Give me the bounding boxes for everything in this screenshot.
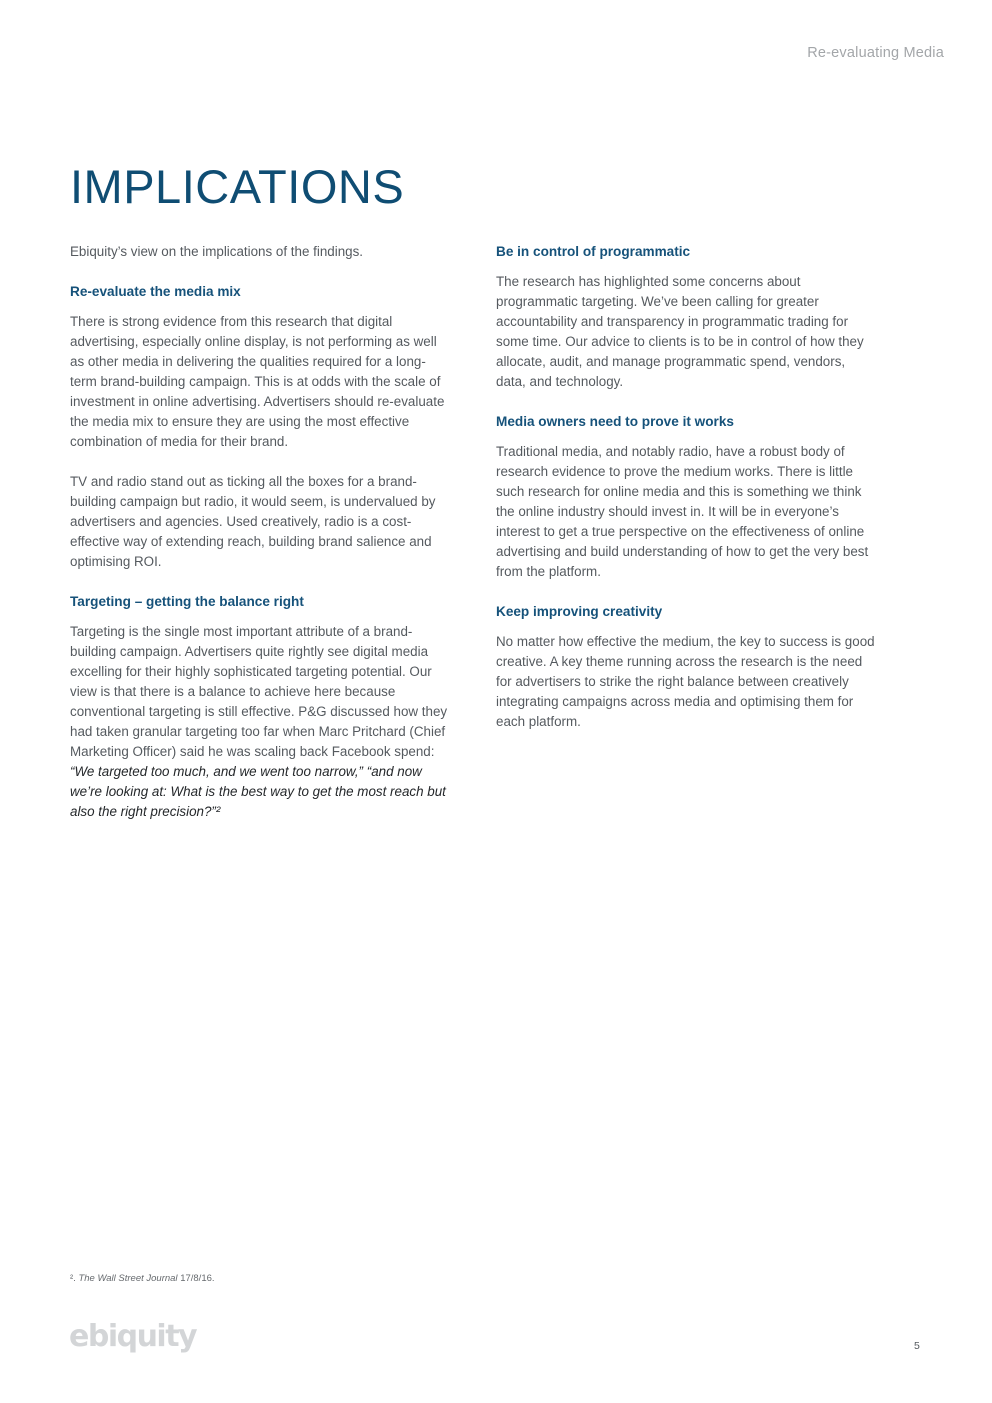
paragraph-programmatic: The research has highlighted some concerns about programmatic targeting. We’ve been calling for greater accountability and transparency in programmatic trading for some time. Our advice to clients is to be in control of how they allocate, audit, and manage programmatic spend, vendors, data, and technology.	[496, 274, 864, 389]
paragraph-media-mix-2: TV and radio stand out as ticking all the boxes for a brand-building campaign but radio, it would seem, is undervalued by advertisers and agencies. Used creatively, radio is a cost-effective way of extending reach, building brand salience and optimising ROI.	[70, 474, 436, 569]
footnote-source: The Wall Street Journal	[78, 1273, 178, 1284]
page-number: 5	[914, 1340, 920, 1352]
footnote-date: 17/8/16.	[180, 1273, 215, 1284]
paragraph-targeting	[70, 622, 452, 822]
heading-improving-creativity: Keep improving creativity	[496, 604, 663, 619]
paragraph-creativity: No matter how effective the medium, the key to success is good creative. A key theme running across the research is the need for advertisers to strike the right balance between creatively integrating campaigns across media and optimising them for each platform.	[496, 634, 875, 729]
ebiquity-logo: ebiquity	[69, 1319, 197, 1354]
footnote-marker: ².	[70, 1273, 76, 1284]
heading-reevaluate-media-mix: Re-evaluate the media mix	[70, 284, 241, 299]
heading-media-owners-prove: Media owners need to prove it works	[496, 414, 734, 429]
intro-text: Ebiquity’s view on the implications of the findings.	[70, 244, 364, 259]
footnote	[70, 1273, 215, 1284]
page-title: IMPLICATIONS	[70, 160, 405, 213]
running-header: Re-evaluating Media	[807, 45, 944, 61]
pg-quote: “We targeted too much, and we went too narrow,” “and now we’re looking at: What is the best way to get the most reach but also the right precision?”²	[70, 764, 446, 819]
paragraph-media-mix-1: There is strong evidence from this research that digital advertising, especially online display, is not performing as well as other media in delivering the qualities required for a long-term brand-building campaign. This is at odds with the scale of investment in online advertising. Advertisers should re-evaluate the media mix to ensure they are using the most effective combination of media for their brand.	[70, 314, 445, 449]
paragraph-media-owners: Traditional media, and notably radio, have a robust body of research evidence to prove the medium works. There is little such research for online media and this is something we think the online industry should invest in. It will be in everyone’s interest to get a true perspective on the effectiveness of online advertising and build understanding of how to get the very best from the platform.	[496, 444, 869, 579]
targeting-body: Targeting is the single most important attribute of a brand-building campaign. Advertisers quite rightly see digital media excelling for their highly sophisticated targeting potential. Our view is that there is a balance to achieve here because conventional targeting is still effective. P&G discussed how they had taken granular targeting too far when Marc Pritchard (Chief Marketing Officer) said he was scaling back Facebook spend:	[70, 624, 448, 759]
left-column	[70, 242, 452, 842]
heading-programmatic-control: Be in control of programmatic	[496, 244, 691, 259]
heading-targeting-balance: Targeting – getting the balance right	[70, 594, 304, 609]
right-column	[496, 242, 878, 752]
